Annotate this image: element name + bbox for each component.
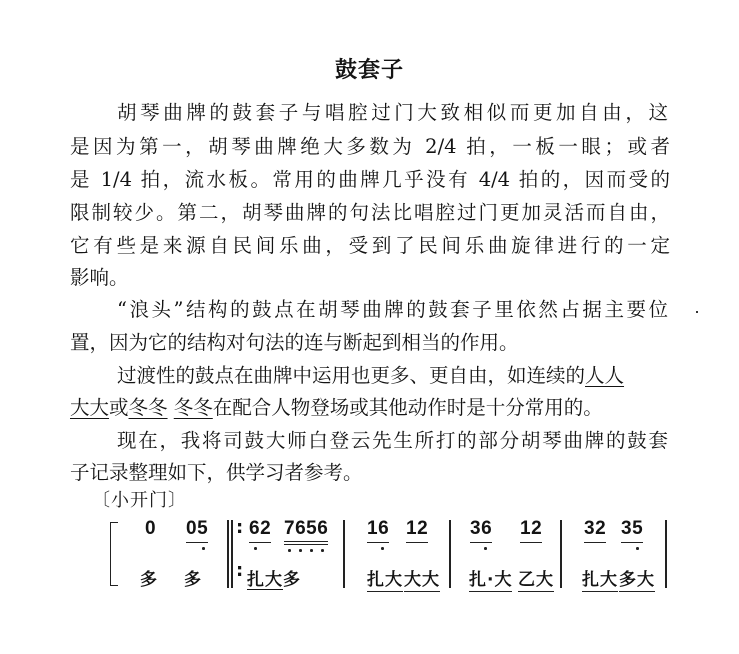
paragraph-line: 置，因为它的结构对句法的连与断起到相当的作用。 <box>70 331 519 354</box>
barline <box>560 520 562 588</box>
note-group: 36 <box>470 518 492 543</box>
lower-octave-dot <box>381 547 384 550</box>
paragraph-line: 它有些是来源自民间乐曲，受到了民间乐曲旋律进行的一定 <box>70 234 670 257</box>
drum-syllable: 多 <box>140 570 158 590</box>
drum-syllable: 乙大 <box>518 565 554 592</box>
lower-octave-dot <box>254 547 257 550</box>
paragraph-text: 在配合人物登场或其他动作时是十分常用的。 <box>212 396 603 419</box>
note-group: 35 <box>621 518 643 543</box>
lower-octave-dot <box>636 547 639 550</box>
paragraph-line: 是 1/4 拍，流水板。常用的曲牌几乎没有 4/4 拍的，因而受的 <box>70 168 670 191</box>
drum-syllable: 扎大 <box>582 565 618 592</box>
barline <box>449 520 451 588</box>
barline <box>231 520 233 588</box>
barline <box>227 520 229 588</box>
lower-octave-dot <box>484 547 487 550</box>
paragraph-line: 影响。 <box>70 266 129 289</box>
lower-octave-dot <box>299 549 302 552</box>
lower-octave-dot <box>310 549 313 552</box>
note-group: 7656 <box>284 518 328 545</box>
underlined-term: 大大 <box>70 396 110 419</box>
note-group: 12 <box>406 518 428 543</box>
barline <box>343 520 345 588</box>
paragraph-line: “浪头”结构的鼓点在胡琴曲牌的鼓套子里依然占据主要位 <box>117 298 668 321</box>
note-group: 16 <box>367 518 389 543</box>
note-group: 32 <box>584 518 606 543</box>
paragraph-line: 子记录整理如下，供学习者参考。 <box>70 461 363 484</box>
paragraph-line: 现在，我将司鼓大师白登云先生所打的部分胡琴曲牌的鼓套 <box>117 429 668 452</box>
drum-syllable <box>247 565 301 590</box>
paragraph-text: 或 <box>109 396 129 419</box>
repeat-sign: : <box>236 517 244 538</box>
underlined-term: 冬冬 <box>128 396 168 419</box>
drum-syllable: 扎大 <box>367 565 403 592</box>
paragraph-line: 限制较少。第二，胡琴曲牌的句法比唱腔过门更加灵活而自由， <box>70 201 670 224</box>
underlined-term: 人人 <box>585 364 625 387</box>
underlined-term: 冬冬 <box>173 396 213 419</box>
lower-octave-dot <box>321 549 324 552</box>
note-group: 62 <box>249 518 271 543</box>
drum-syllable: 大大 <box>404 565 440 592</box>
paragraph-line: 是因为第一，胡琴曲牌绝大多数为 2/4 拍，一板一眼；或者 <box>70 135 670 158</box>
drum-syllable: 多大 <box>619 565 655 592</box>
paragraph-line: 胡琴曲牌的鼓套子与唱腔过门大致相似而更加自由，这 <box>117 101 668 124</box>
drum-syllable: 扎·大 <box>469 565 512 592</box>
drum-syllable: 多 <box>184 570 202 590</box>
page-title: 鼓套子 <box>334 58 404 83</box>
section-label: 〔小开门〕 <box>92 490 187 511</box>
lower-octave-dot <box>288 549 291 552</box>
drum-syllable-underlined: 扎大 <box>247 570 283 590</box>
note-group: 05 <box>186 518 208 543</box>
drum-syllable-plain: 多 <box>283 570 301 590</box>
system-brace <box>110 522 118 586</box>
repeat-sign: : <box>236 560 244 581</box>
barline <box>665 520 667 588</box>
lower-octave-dot <box>202 547 205 550</box>
note-group: 0 <box>145 518 157 539</box>
paragraph-text: 过渡性的鼓点在曲牌中运用也更多、更自由，如连续的 <box>117 364 586 387</box>
note-group: 12 <box>520 518 542 543</box>
